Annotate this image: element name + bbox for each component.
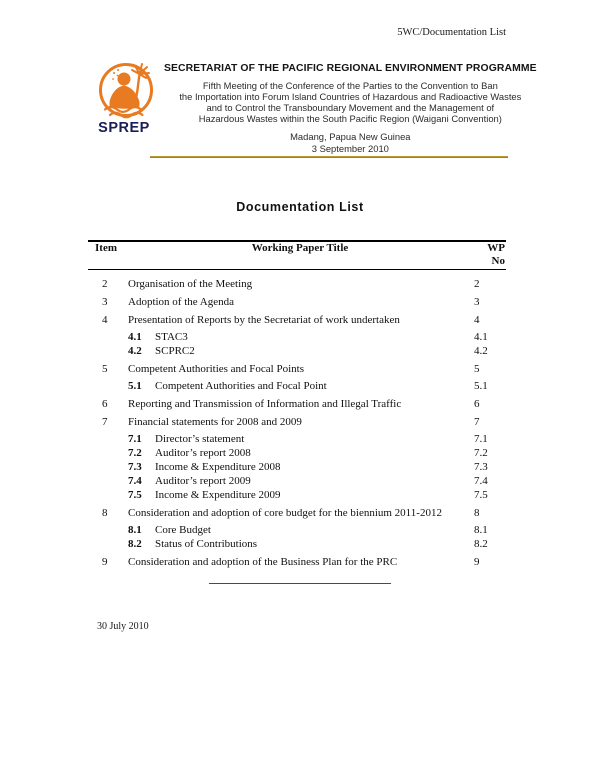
meeting-venue: Madang, Papua New Guinea (290, 131, 411, 142)
row-title-cell (128, 296, 472, 309)
row-title: Core Budget (155, 524, 211, 536)
letterhead-divider (150, 156, 508, 158)
page-title: Documentation List (236, 200, 364, 214)
row-title-cell (128, 475, 472, 488)
sprep-logo-icon (96, 60, 158, 140)
row-sub-num: 7.2 (128, 447, 142, 459)
documentation-table (88, 240, 506, 569)
row-title-cell (128, 538, 472, 551)
row-title: Presentation of Reports by the Secretariat of work undertaken (128, 314, 400, 326)
row-item-num: 5 (102, 363, 108, 375)
meeting-title-line: Fifth Meeting of the Conference of the Parties to the Convention to Ban (202, 80, 498, 91)
row-title-cell (128, 447, 472, 460)
row-item-num: 7 (102, 416, 108, 428)
row-item-num: 3 (102, 296, 108, 308)
logo-wordmark: SPREP (98, 120, 150, 136)
row-title-cell (128, 380, 472, 393)
row-wp: 8.2 (474, 538, 488, 550)
table-row (88, 447, 506, 460)
row-title-cell (128, 416, 472, 429)
row-title: Consideration and adoption of the Business Plan for the PRC (128, 556, 398, 568)
letterhead-text (160, 60, 537, 154)
sprep-logo (96, 60, 160, 145)
row-wp: 7.1 (474, 433, 488, 445)
meeting-title-line: Hazardous Wastes within the South Pacific Region (Waigani Convention) (198, 113, 502, 124)
row-title: Competent Authorities and Focal Points (128, 363, 304, 375)
meeting-date: 3 September 2010 (311, 142, 389, 154)
table-row (88, 475, 506, 488)
row-wp: 7.2 (474, 447, 488, 459)
row-title-cell (128, 278, 472, 291)
row-item-num (88, 433, 128, 446)
table-row (88, 345, 506, 358)
row-title-cell (128, 314, 472, 327)
row-title: Status of Contributions (155, 538, 258, 550)
table-row (88, 296, 506, 309)
row-wp: 4 (474, 314, 480, 326)
row-title: Adoption of the Agenda (128, 296, 235, 308)
table-row (88, 461, 506, 474)
row-wp: 8 (474, 507, 480, 519)
row-title-cell (128, 556, 472, 569)
footer-date: 30 July 2010 (97, 621, 149, 632)
row-wp: 4.1 (474, 331, 488, 343)
row-wp: 7.5 (474, 489, 488, 501)
row-title-cell (128, 461, 472, 474)
row-sub-num: 7.4 (128, 475, 142, 487)
row-item-num: 6 (102, 398, 108, 410)
table-row (88, 380, 506, 393)
row-title-cell (128, 331, 472, 344)
meeting-title-line: and to Control the Transboundary Movement and the Management of (206, 102, 495, 113)
row-title: Reporting and Transmission of Information and Illegal Traffic (128, 398, 402, 410)
document-reference: 5WC/Documentation List (397, 27, 506, 38)
table-row (88, 363, 506, 376)
venue-block (164, 131, 537, 154)
row-title: Director’s statement (155, 433, 245, 445)
row-wp: 6 (474, 398, 480, 410)
row-title: SCPRC2 (155, 345, 195, 357)
row-sub-num: 7.3 (128, 461, 142, 473)
row-title: Income & Expenditure 2009 (155, 489, 281, 501)
row-wp: 7.3 (474, 461, 488, 473)
row-title-cell (128, 398, 472, 411)
row-title: Auditor’s report 2009 (155, 475, 251, 487)
row-wp: 3 (474, 296, 480, 308)
column-header-item: Item (95, 242, 117, 254)
table-row (88, 524, 506, 537)
row-item-num (88, 524, 128, 537)
table-row (88, 278, 506, 291)
row-wp: 2 (474, 278, 480, 290)
row-item-num (88, 489, 128, 502)
row-sub-num: 4.1 (128, 331, 142, 343)
table-row (88, 314, 506, 327)
table-row (88, 507, 506, 520)
row-title-cell (128, 489, 472, 502)
row-item-num: 8 (102, 507, 108, 519)
row-title-cell (128, 507, 472, 520)
table-row (88, 331, 506, 344)
row-sub-num: 4.2 (128, 345, 142, 357)
row-wp: 4.2 (474, 345, 488, 357)
row-title: Auditor’s report 2008 (155, 447, 251, 459)
column-header-title: Working Paper Title (251, 242, 349, 254)
row-sub-num: 7.5 (128, 489, 142, 501)
table-header-row (88, 240, 506, 270)
row-sub-num: 5.1 (128, 380, 142, 392)
row-title-cell (128, 363, 472, 376)
letterhead (96, 60, 537, 154)
column-header-wp-no: WP No (487, 242, 505, 267)
row-item-num (88, 538, 128, 551)
row-item-num (88, 447, 128, 460)
row-item-num: 9 (102, 556, 108, 568)
row-title: Financial statements for 2008 and 2009 (128, 416, 302, 428)
row-item-num (88, 345, 128, 358)
row-wp: 7 (474, 416, 480, 428)
row-wp: 5.1 (474, 380, 488, 392)
row-sub-num: 8.2 (128, 538, 142, 550)
signature-rule (209, 583, 391, 584)
row-item-num (88, 475, 128, 488)
row-title-cell (128, 433, 472, 446)
row-sub-num: 8.1 (128, 524, 142, 536)
table-row (88, 556, 506, 569)
row-item-num (88, 380, 128, 393)
row-title: Income & Expenditure 2008 (155, 461, 281, 473)
table-row (88, 538, 506, 551)
row-item-num (88, 331, 128, 344)
row-title: Organisation of the Meeting (128, 278, 253, 290)
row-wp: 9 (474, 556, 480, 568)
row-title-cell (128, 345, 472, 358)
row-item-num: 4 (102, 314, 108, 326)
table-row (88, 489, 506, 502)
row-title: Competent Authorities and Focal Point (155, 380, 327, 392)
row-wp: 7.4 (474, 475, 488, 487)
row-item-num (88, 461, 128, 474)
row-wp: 8.1 (474, 524, 488, 536)
row-title: STAC3 (155, 331, 188, 343)
row-item-num: 2 (102, 278, 108, 290)
organisation-name: SECRETARIAT OF THE PACIFIC REGIONAL ENVIRONMENT PROGRAMME (164, 63, 537, 74)
row-title-cell (128, 524, 472, 537)
table-row (88, 416, 506, 429)
table-row (88, 433, 506, 446)
row-title: Consideration and adoption of core budget for the biennium 2011-2012 (128, 507, 442, 519)
row-wp: 5 (474, 363, 480, 375)
table-row (88, 398, 506, 411)
meeting-title-line: the Importation into Forum Island Countries of Hazardous and Radioactive Wastes (179, 91, 522, 102)
doc-table-body (88, 270, 506, 569)
row-sub-num: 7.1 (128, 433, 142, 445)
